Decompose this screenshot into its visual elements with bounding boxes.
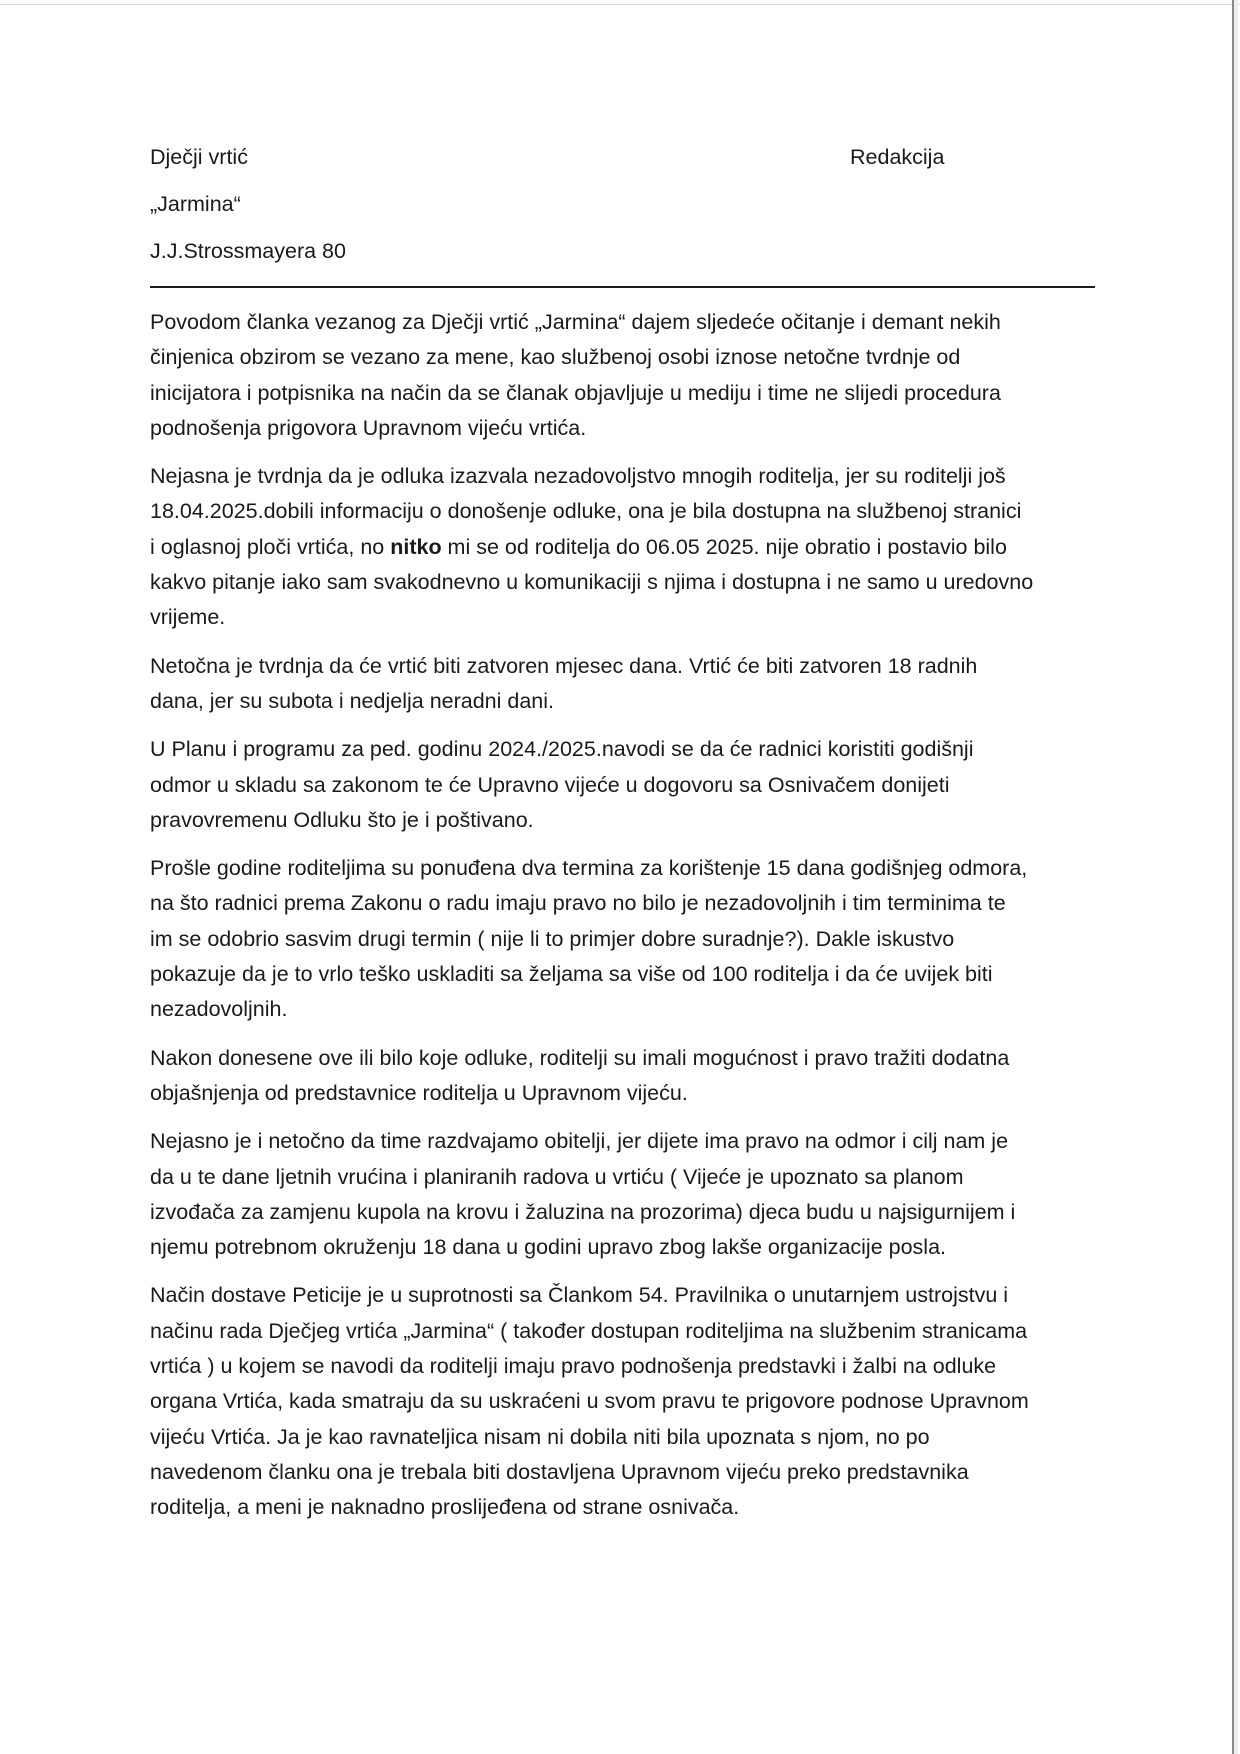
paragraph-8: Način dostave Peticije je u suprotnosti sa Člankom 54. Pravilnika o unutarnjem ustrojstvu i načinu rada Dječjeg vrtića „Jarmina“ ( također dostupan roditeljima na službenim stranicama vrtića ) u kojem se navodi da roditelji imaju pravo podnošenja predstavki i žalbi na odluke organa Vrtića, kada smatraju da su uskraćeni u svom pravu te prigovore podnose Upravnom vijeću Vrtića. Ja je kao ravnateljica nisam ni dobila niti bila upoznata s njom, no po navedenom članku ona je trebala biti dostavljena Upravnom vijeću preko predstavnika roditelja, a meni je naknadno proslijeđena od strane osnivača. — [150, 1283, 1029, 1520]
letter-body — [150, 305, 1095, 1539]
scan-top-edge — [0, 4, 1240, 5]
paragraph-3: Netočna je tvrdnja da će vrtić biti zatvoren mjesec dana. Vrtić će biti zatvoren 18 radnih dana, jer su subota i nedjelja neradni dani. — [150, 653, 978, 713]
paragraph-2 — [150, 459, 1095, 635]
paragraph-6: Nakon donesene ove ili bilo koje odluke, roditelji su imali mogućnost i pravo tražiti dodatna objašnjenja od predstavnice roditelja u Upravnom vijeću. — [150, 1045, 1010, 1105]
sender-address: J.J.Strossmayera 80 — [150, 239, 346, 263]
paragraph-4: U Planu i programu za ped. godinu 2024./2025.navodi se da će radnici koristiti godišnji odmor u skladu sa zakonom te će Upravno vijeće u dogovoru sa Osnivačem donijeti pravovremenu Odluku što je i poštivano. — [150, 737, 974, 832]
paragraph-2-emphasis: nitko — [390, 534, 442, 559]
sender-name: Dječji vrtić — [150, 145, 248, 169]
scan-right-shadow — [1234, 0, 1238, 1754]
paragraph-5: Prošle godine roditeljima su ponuđena dva termina za korištenje 15 dana godišnjeg odmora, na što radnici prema Zakonu o radu imaju pravo no bilo je nezadovoljnih i tim terminima te im se odobrio sasvim drugi termin ( nije li to primjer dobre suradnje?). Dakle iskustvo pokazuje da je to vrlo teško uskladiti sa željama sa više od 100 roditelja i da će uvijek biti nezadovoljnih. — [150, 856, 1028, 1022]
header-divider — [150, 286, 1095, 288]
scan-right-edge — [1232, 0, 1234, 1754]
paragraph-2-text-before: Nejasna je tvrdnja da je odluka izazvala nezadovoljstvo mnogih roditelja, jer su roditelji još 18.04.2025.dobili informaciju o donošenje odluke, ona je bila dostupna na službenoj stranici i oglasnoj ploči vrtića, no — [150, 464, 1022, 559]
paragraph-1: Povodom članka vezanog za Dječji vrtić „Jarmina“ dajem sljedeće očitanje i demant nekih činjenica obzirom se vezano za mene, kao službenoj osobi iznose netočne tvrdnje od inicijatora i potpisnika na način da se članak objavljuje u mediju i time ne slijedi procedura podnošenja prigovora Upravnom vijeću vrtića. — [150, 310, 1001, 440]
recipient: Redakcija — [850, 145, 945, 169]
paragraph-2-text-after: mi se od roditelja do 06.05 2025. nije obratio i postavio bilo kakvo pitanje iako sam svakodnevno u komunikaciji s njima i dostupna i ne samo u uredovno vrijeme. — [150, 534, 1034, 630]
sender-name-quoted: „Jarmina“ — [150, 192, 241, 216]
paragraph-7: Nejasno je i netočno da time razdvajamo obitelji, jer dijete ima pravo na odmor i cilj nam je da u te dane ljetnih vrućina i planiranih radova u vrtiću ( Vijeće je upoznato sa planom izvođača za zamjenu kupola na krovu i žaluzina na prozorima) djeca budu u najsigurnijem i njemu potrebnom okruženju 18 dana u godini upravo zbog lakše organizacije posla. — [150, 1129, 1016, 1260]
